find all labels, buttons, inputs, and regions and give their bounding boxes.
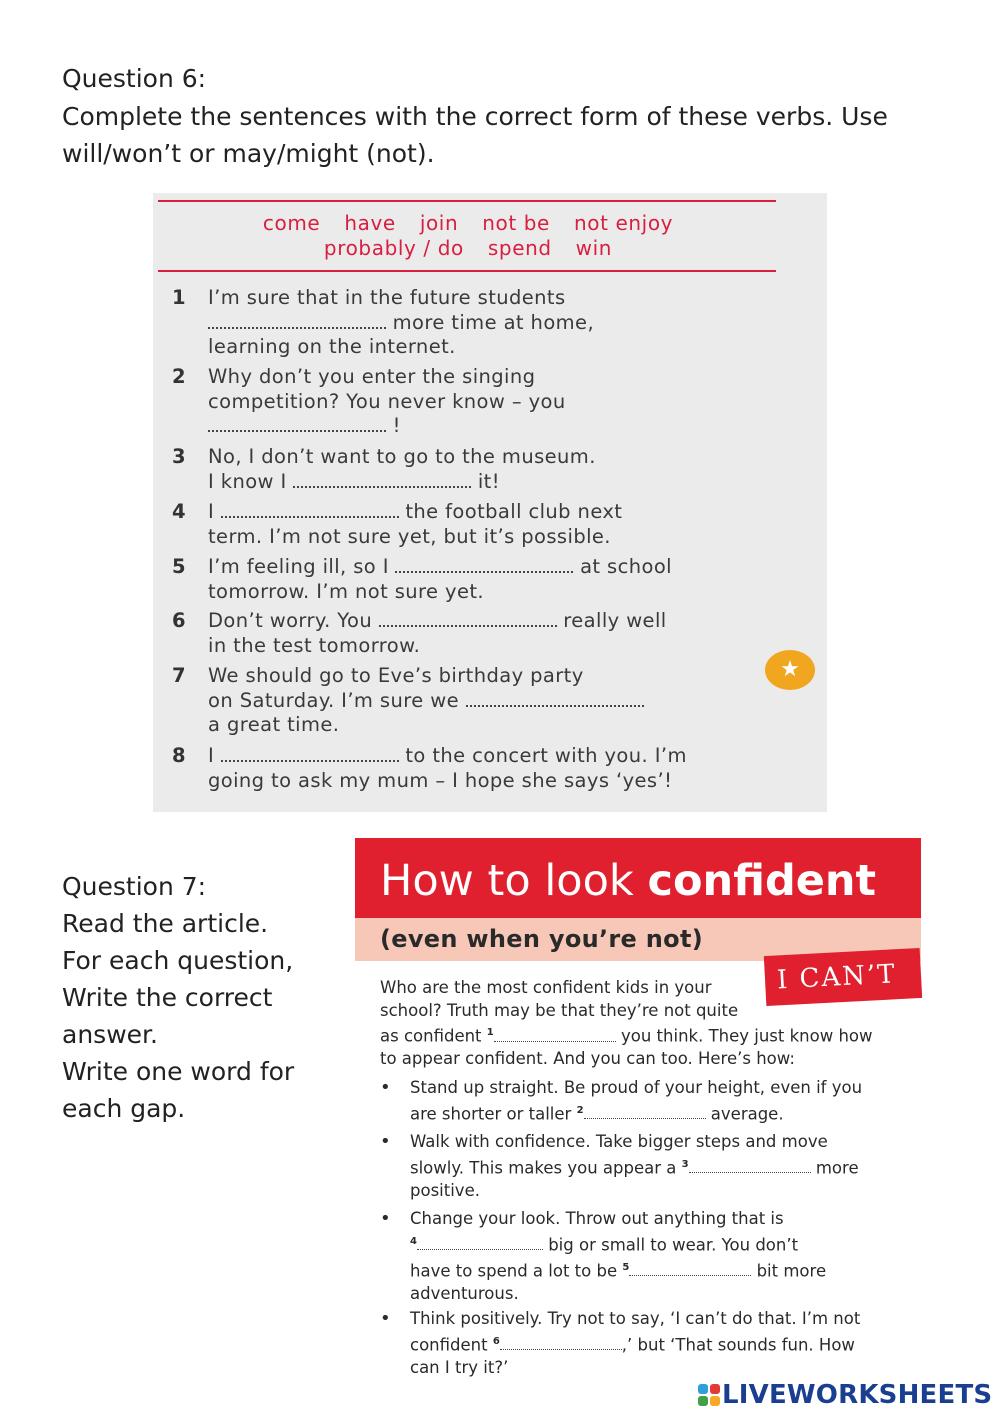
exercise-item-2 — [172, 365, 566, 439]
question-7-line: Read the article. — [62, 909, 269, 938]
word-not-enjoy: not enjoy — [573, 211, 674, 235]
gap-number: 5 — [622, 1261, 630, 1273]
article-line: Who are the most confident kids in your — [380, 978, 712, 997]
article-line: have to spend a lot to be — [410, 1261, 623, 1280]
exercise-item-3 — [172, 445, 596, 494]
article-gap-4[interactable] — [417, 1238, 543, 1250]
article-subtitle: (even when you’re not) — [380, 925, 704, 953]
article-line: are shorter or taller — [410, 1104, 577, 1123]
word-probably-do: probably / do — [323, 236, 464, 260]
article-bullet-2 — [410, 1131, 905, 1202]
wordbox-top-rule — [158, 200, 776, 202]
item-line: on Saturday. I’m sure we — [208, 688, 466, 712]
question-6-instruction: Complete the sentences with the correct form of these verbs. Use will/won’t or may/might (not). — [62, 102, 888, 168]
item-number: 1 — [172, 286, 186, 309]
article-line: as confident — [380, 1026, 487, 1046]
exercise-item-7 — [172, 664, 644, 738]
item-line: really well — [556, 609, 667, 632]
i-cant-badge: I CAN’T — [764, 948, 922, 1006]
article-line: • Think positively. Try not to say, ‘I can’t do that. I’m not — [410, 1309, 861, 1328]
item-line: going to ask my mum – I hope she says ‘yes’! — [208, 768, 673, 792]
article-line: average. — [705, 1104, 784, 1123]
question-6-title: Question 6: — [62, 64, 207, 93]
article-line: • Stand up straight. Be proud of your height, even if you — [410, 1078, 863, 1097]
article-line: you think. They just know how — [615, 1026, 873, 1046]
item-number: 4 — [172, 500, 186, 523]
article-title-light: How to look — [380, 856, 648, 906]
exercise-item-4 — [172, 500, 623, 549]
article-gap-5[interactable] — [629, 1264, 751, 1276]
liveworksheets-logo — [698, 1378, 992, 1412]
gap-number: 6 — [492, 1335, 500, 1347]
answer-gap-6[interactable] — [379, 611, 557, 627]
exercise-item-1 — [172, 286, 595, 360]
word-join: join — [419, 211, 459, 235]
item-line: I’m sure that in the future students — [208, 286, 566, 309]
item-line: a great time. — [208, 713, 340, 737]
star-icon: ★ — [765, 650, 815, 690]
item-number: 6 — [172, 609, 186, 632]
item-line: it! — [471, 469, 500, 493]
gap-number: 4 — [410, 1235, 417, 1247]
item-line: I’m feeling ill, so I — [208, 555, 396, 578]
item-line: tomorrow. I’m not sure yet. — [208, 579, 485, 603]
item-line: in the test tomorrow. — [208, 633, 421, 657]
article-line: adventurous. — [410, 1283, 519, 1303]
question-7-line: For each question, — [62, 946, 294, 975]
item-line: I know I — [208, 469, 294, 493]
gap-number: 3 — [681, 1158, 689, 1170]
article-line: slowly. This makes you appear a — [410, 1158, 682, 1177]
question-7-block — [62, 868, 322, 1127]
article-gap-6[interactable] — [500, 1338, 622, 1350]
article-line: • Walk with confidence. Take bigger steps and move — [410, 1132, 828, 1151]
wordbox-bottom-rule — [158, 270, 776, 272]
item-number: 8 — [172, 744, 186, 767]
word-come: come — [262, 211, 321, 235]
question-7-line: Write one word for — [62, 1057, 295, 1086]
item-line: We should go to Eve’s birthday party — [208, 664, 584, 687]
article-line: to appear confident. And you can too. Here’s how: — [380, 1049, 795, 1068]
gap-number: 2 — [576, 1104, 584, 1116]
word-box — [173, 211, 763, 261]
item-line: at school — [573, 555, 672, 578]
article-header — [355, 838, 921, 918]
article-line: big or small to wear. You don’t — [542, 1235, 799, 1254]
question-7-line: each gap. — [62, 1094, 186, 1123]
word-row-2 — [173, 236, 763, 261]
logo-text: LIVEWORKSHEETS — [722, 1380, 993, 1410]
item-number: 5 — [172, 555, 186, 578]
answer-gap-5[interactable] — [395, 557, 573, 573]
item-number: 3 — [172, 445, 186, 468]
answer-gap-7[interactable] — [466, 691, 644, 707]
article — [355, 838, 921, 1378]
item-line: the football club next — [398, 500, 623, 523]
article-bullet-3 — [410, 1208, 905, 1305]
gap-number: 1 — [486, 1027, 494, 1038]
article-title — [380, 856, 876, 906]
answer-gap-3[interactable] — [293, 472, 471, 488]
item-line: to the concert with you. I’m — [398, 744, 687, 767]
item-line: I — [208, 500, 221, 523]
article-line: confident — [410, 1335, 493, 1354]
item-number: 7 — [172, 664, 186, 687]
word-not-be: not be — [482, 211, 550, 235]
answer-gap-1[interactable] — [208, 313, 386, 329]
word-win: win — [575, 236, 613, 260]
article-line: • Change your look. Throw out anything that is — [410, 1209, 784, 1228]
article-line: school? Truth may be that they’re not quite — [380, 1000, 739, 1020]
item-line: No, I don’t want to go to the museum. — [208, 445, 596, 468]
article-gap-2[interactable] — [584, 1107, 706, 1119]
item-line: Why don’t you enter the singing — [208, 365, 536, 388]
word-row-1 — [173, 211, 763, 236]
article-bullet-1 — [410, 1077, 905, 1126]
exercise-box — [153, 193, 827, 812]
article-bullet-4 — [410, 1308, 905, 1379]
item-line: Don’t worry. You — [208, 609, 379, 632]
article-line: ,’ but ‘That sounds fun. How — [621, 1335, 855, 1354]
article-intro — [380, 977, 900, 1071]
article-gap-1[interactable] — [494, 1030, 616, 1042]
answer-gap-4[interactable] — [221, 502, 399, 518]
answer-gap-2[interactable] — [208, 416, 386, 432]
answer-gap-8[interactable] — [221, 746, 399, 762]
item-number: 2 — [172, 365, 186, 388]
item-line: I — [208, 744, 221, 767]
item-line: competition? You never know – you — [208, 389, 566, 413]
article-line: more — [810, 1158, 859, 1177]
word-have: have — [344, 211, 396, 235]
exercise-item-5 — [172, 555, 672, 604]
question-7-line: answer. — [62, 1020, 158, 1049]
item-line: ! — [386, 414, 401, 438]
word-spend: spend — [487, 236, 552, 260]
item-line: more time at home, — [386, 310, 595, 334]
article-title-bold: confident — [647, 856, 877, 906]
exercise-item-6 — [172, 609, 667, 658]
logo-mark-icon — [698, 1384, 720, 1406]
item-line: term. I’m not sure yet, but it’s possible. — [208, 524, 611, 548]
question-7-line: Write the correct — [62, 983, 273, 1012]
question-7-title: Question 7: — [62, 872, 207, 901]
article-line: positive. — [410, 1180, 480, 1200]
article-gap-3[interactable] — [689, 1161, 811, 1173]
exercise-item-8 — [172, 744, 687, 793]
article-line: can I try it?’ — [410, 1357, 509, 1377]
article-line: bit more — [751, 1261, 827, 1280]
item-line: learning on the internet. — [208, 335, 456, 359]
